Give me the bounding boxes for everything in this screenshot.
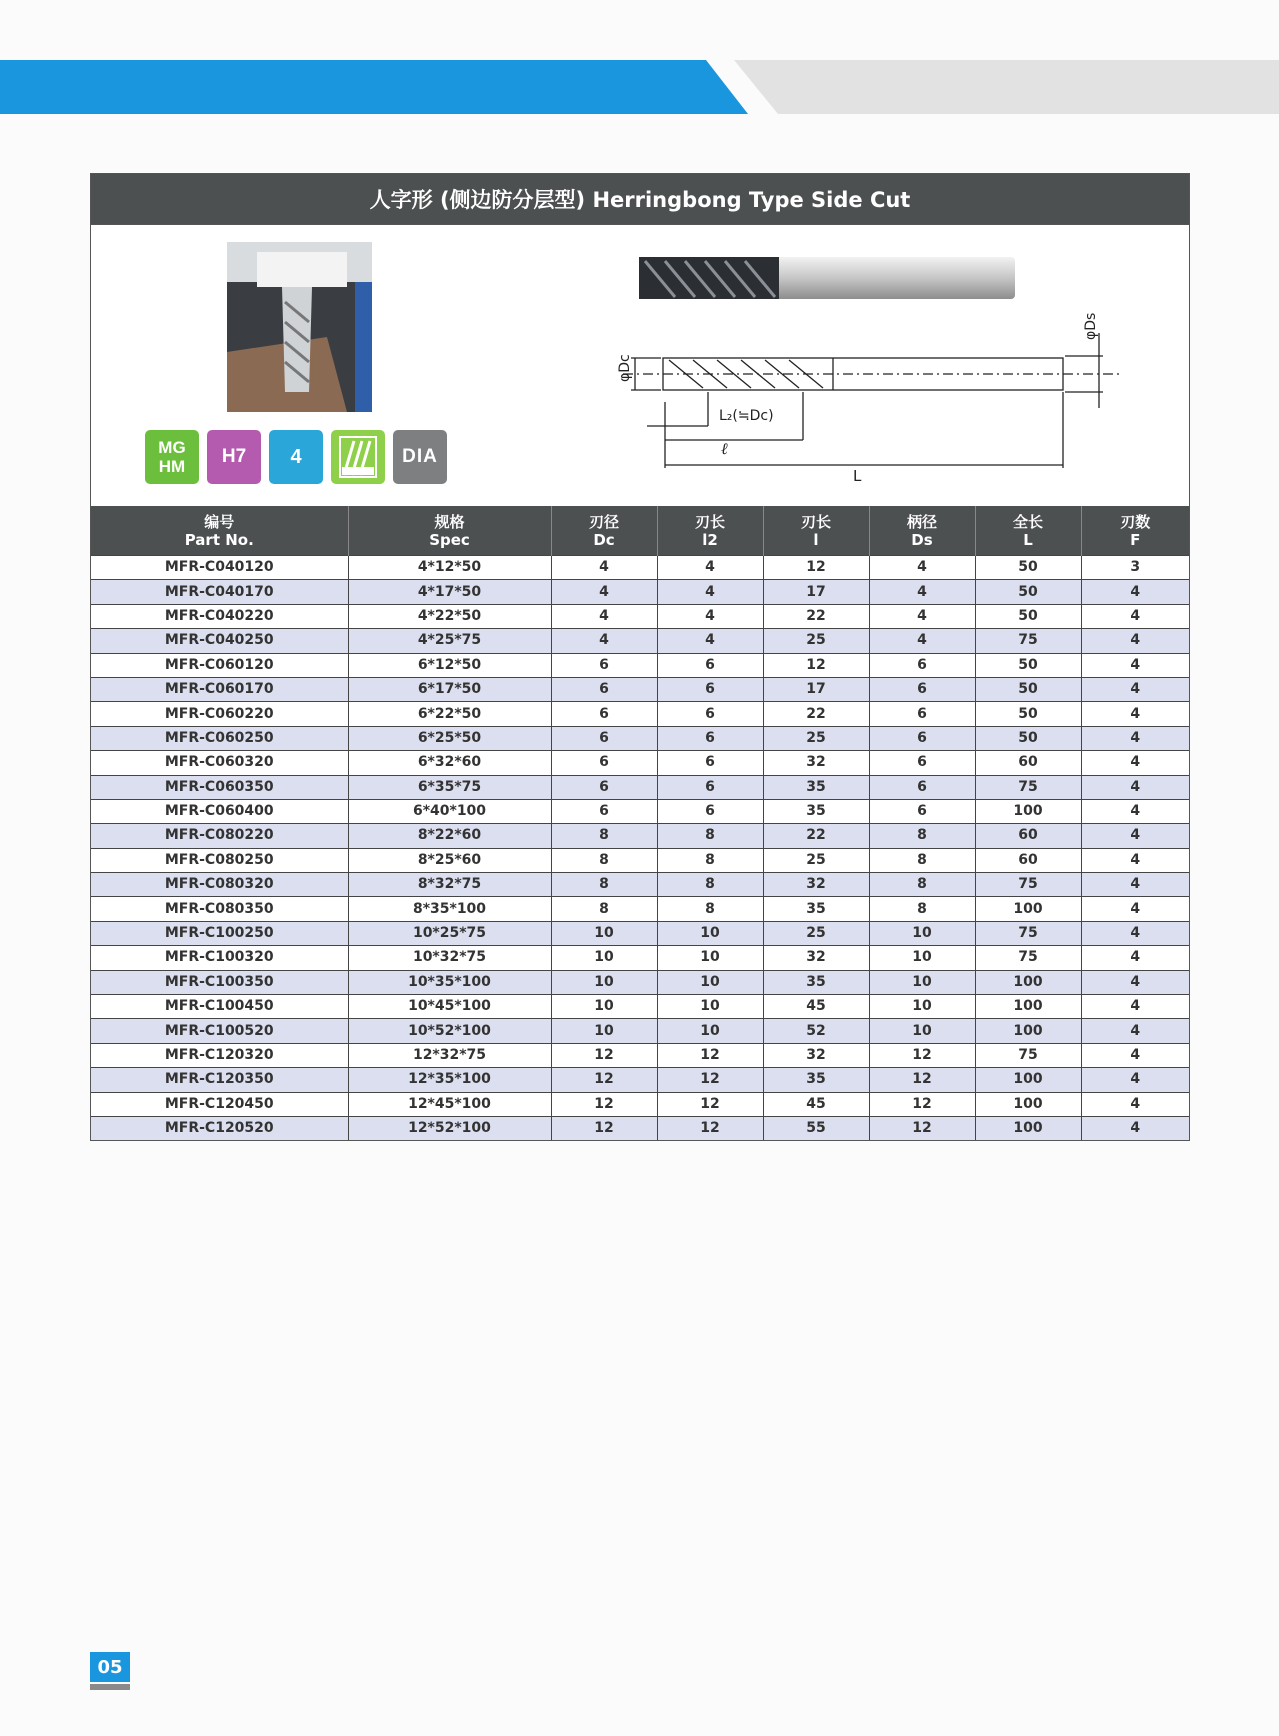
- table-cell: MFR-C060250: [91, 726, 348, 750]
- table-cell: 12: [551, 1043, 657, 1067]
- table-header-row: [91, 506, 1189, 556]
- table-cell: 50: [975, 580, 1081, 604]
- product-card: [90, 173, 1190, 1141]
- column-header-en: Part No.: [184, 530, 254, 549]
- table-cell: 25: [763, 848, 869, 872]
- dim-label-ds: φDs: [1083, 312, 1099, 340]
- table-cell: 12: [869, 1116, 975, 1140]
- table-cell: 4: [657, 629, 763, 653]
- table-cell: 8: [657, 848, 763, 872]
- table-cell: 4: [1081, 1116, 1189, 1140]
- table-cell: 100: [975, 1092, 1081, 1116]
- table-row: [91, 653, 1189, 677]
- table-cell: 4: [551, 580, 657, 604]
- table-cell: 10: [869, 921, 975, 945]
- table-cell: 50: [975, 604, 1081, 628]
- table-cell: 10: [869, 970, 975, 994]
- table-cell: 6: [869, 799, 975, 823]
- table-cell: 32: [763, 751, 869, 775]
- table-cell: MFR-C060400: [91, 799, 348, 823]
- table-cell: 4: [1081, 897, 1189, 921]
- table-cell: 75: [975, 873, 1081, 897]
- table-cell: 6: [657, 775, 763, 799]
- table-cell: 4*22*50: [348, 604, 551, 628]
- column-header: [657, 506, 763, 556]
- column-header-cn: 编号: [204, 512, 235, 531]
- column-header: [91, 506, 348, 556]
- table-row: [91, 799, 1189, 823]
- table-cell: 6: [551, 751, 657, 775]
- table-cell: 22: [763, 604, 869, 628]
- table-cell: 4: [1081, 604, 1189, 628]
- table-row: [91, 677, 1189, 701]
- table-row: [91, 946, 1189, 970]
- table-cell: 8: [551, 824, 657, 848]
- column-header-cn: 刃长: [800, 512, 831, 531]
- table-row: [91, 629, 1189, 653]
- table-cell: MFR-C100450: [91, 995, 348, 1019]
- table-cell: 75: [975, 921, 1081, 945]
- dim-label-l: ℓ: [721, 439, 728, 458]
- table-cell: 4: [1081, 629, 1189, 653]
- table-cell: 32: [763, 1043, 869, 1067]
- table-cell: 6: [657, 726, 763, 750]
- table-cell: MFR-C120520: [91, 1116, 348, 1140]
- column-header-en: Dc: [593, 530, 615, 549]
- table-cell: 8: [869, 873, 975, 897]
- table-cell: MFR-C060120: [91, 653, 348, 677]
- table-cell: 10: [551, 1019, 657, 1043]
- table-cell: 4: [1081, 1019, 1189, 1043]
- table-cell: 8: [869, 848, 975, 872]
- table-cell: 8: [551, 897, 657, 921]
- table-cell: 8*35*100: [348, 897, 551, 921]
- table-cell: 4: [1081, 702, 1189, 726]
- table-cell: 12: [869, 1043, 975, 1067]
- table-cell: 100: [975, 1068, 1081, 1092]
- table-cell: 50: [975, 702, 1081, 726]
- table-cell: 22: [763, 702, 869, 726]
- table-cell: 8: [657, 873, 763, 897]
- table-cell: 4: [657, 580, 763, 604]
- table-cell: 10*32*75: [348, 946, 551, 970]
- table-cell: MFR-C100350: [91, 970, 348, 994]
- table-cell: 4: [869, 556, 975, 580]
- table-cell: 45: [763, 995, 869, 1019]
- table-cell: 4: [657, 556, 763, 580]
- table-cell: MFR-C060220: [91, 702, 348, 726]
- table-cell: 4: [1081, 775, 1189, 799]
- table-cell: 6: [657, 751, 763, 775]
- spiral-flute-icon: [331, 430, 385, 484]
- table-row: [91, 556, 1189, 580]
- table-cell: 6*25*50: [348, 726, 551, 750]
- table-cell: 4: [1081, 995, 1189, 1019]
- table-cell: 8: [869, 897, 975, 921]
- column-header: [1081, 506, 1189, 556]
- table-body: [91, 556, 1189, 1141]
- table-row: [91, 995, 1189, 1019]
- table-cell: MFR-C060170: [91, 677, 348, 701]
- table-cell: MFR-C100520: [91, 1019, 348, 1043]
- dim-label-l2: L₂(≒Dc): [719, 408, 774, 424]
- table-cell: 17: [763, 580, 869, 604]
- column-header-en: Ds: [911, 530, 933, 549]
- table-row: [91, 775, 1189, 799]
- table-cell: 4: [1081, 580, 1189, 604]
- table-row: [91, 702, 1189, 726]
- table-cell: 4: [551, 604, 657, 628]
- table-cell: MFR-C120320: [91, 1043, 348, 1067]
- table-cell: 100: [975, 897, 1081, 921]
- table-cell: 6*17*50: [348, 677, 551, 701]
- column-header: [763, 506, 869, 556]
- column-header-en: F: [1130, 530, 1141, 549]
- dimension-drawing: [603, 308, 1143, 503]
- table-row: [91, 897, 1189, 921]
- table-cell: 12: [657, 1068, 763, 1092]
- table-cell: MFR-C080220: [91, 824, 348, 848]
- table-cell: 12: [551, 1092, 657, 1116]
- table-cell: 60: [975, 824, 1081, 848]
- table-cell: MFR-C040250: [91, 629, 348, 653]
- column-header-en: Spec: [429, 530, 470, 549]
- table-cell: 4: [1081, 1092, 1189, 1116]
- table-row: [91, 824, 1189, 848]
- table-cell: 8*32*75: [348, 873, 551, 897]
- table-cell: 6: [657, 677, 763, 701]
- table-cell: 6*12*50: [348, 653, 551, 677]
- spec-table: [91, 506, 1189, 1140]
- table-cell: 25: [763, 629, 869, 653]
- table-cell: 6: [869, 677, 975, 701]
- table-cell: 50: [975, 677, 1081, 701]
- table-cell: 32: [763, 873, 869, 897]
- table-row: [91, 1043, 1189, 1067]
- column-header-en: l2: [702, 530, 718, 549]
- table-cell: 4: [657, 604, 763, 628]
- header-band: [0, 60, 1279, 114]
- table-cell: 17: [763, 677, 869, 701]
- table-cell: 10: [551, 995, 657, 1019]
- table-cell: 4*17*50: [348, 580, 551, 604]
- table-cell: 10: [551, 946, 657, 970]
- table-cell: 4: [1081, 946, 1189, 970]
- table-cell: MFR-C100320: [91, 946, 348, 970]
- table-cell: 6: [657, 702, 763, 726]
- table-row: [91, 1019, 1189, 1043]
- table-cell: 4*25*75: [348, 629, 551, 653]
- table-cell: 45: [763, 1092, 869, 1116]
- table-cell: 4: [1081, 726, 1189, 750]
- table-row: [91, 1092, 1189, 1116]
- column-header: [975, 506, 1081, 556]
- product-images: [91, 224, 1189, 506]
- table-cell: 4: [551, 556, 657, 580]
- table-cell: 100: [975, 995, 1081, 1019]
- table-cell: 6: [869, 653, 975, 677]
- badge-flutes: [269, 430, 323, 484]
- badge-dia: DIA: [393, 430, 447, 484]
- table-cell: 10: [551, 921, 657, 945]
- dim-label-total: L: [853, 467, 862, 485]
- table-cell: 100: [975, 1019, 1081, 1043]
- column-header-cn: 刃径: [588, 512, 619, 531]
- table-row: [91, 1068, 1189, 1092]
- table-cell: 4: [1081, 1068, 1189, 1092]
- column-header-en: l: [813, 530, 819, 549]
- table-cell: MFR-C040170: [91, 580, 348, 604]
- table-cell: 35: [763, 775, 869, 799]
- dim-label-dc: φDc: [617, 354, 633, 382]
- table-cell: 6: [551, 775, 657, 799]
- table-cell: 4: [1081, 677, 1189, 701]
- table-cell: 8: [657, 824, 763, 848]
- table-cell: 10: [657, 921, 763, 945]
- table-cell: 35: [763, 1068, 869, 1092]
- table-cell: 12: [869, 1068, 975, 1092]
- table-cell: 4: [1081, 848, 1189, 872]
- table-row: [91, 848, 1189, 872]
- table-cell: 12: [869, 1092, 975, 1116]
- table-cell: 12*32*75: [348, 1043, 551, 1067]
- table-row: [91, 580, 1189, 604]
- table-cell: 60: [975, 848, 1081, 872]
- table-cell: 12: [551, 1116, 657, 1140]
- table-cell: 8: [551, 873, 657, 897]
- table-row: [91, 921, 1189, 945]
- table-cell: 10: [869, 995, 975, 1019]
- table-cell: 100: [975, 1116, 1081, 1140]
- table-cell: 10*52*100: [348, 1019, 551, 1043]
- table-cell: 12: [763, 653, 869, 677]
- table-cell: 35: [763, 970, 869, 994]
- table-row: [91, 751, 1189, 775]
- table-cell: 10: [657, 946, 763, 970]
- column-header-cn: 刃数: [1120, 512, 1151, 531]
- column-header-cn: 柄径: [906, 512, 937, 531]
- table-cell: 35: [763, 897, 869, 921]
- section-title: 人字形 (侧边防分层型) Herringbong Type Side Cut: [91, 174, 1189, 224]
- table-cell: 50: [975, 653, 1081, 677]
- end-mill-photo: [635, 247, 1019, 307]
- feature-badges: [145, 430, 447, 484]
- table-cell: 4: [1081, 921, 1189, 945]
- table-cell: 100: [975, 799, 1081, 823]
- table-row: [91, 1116, 1189, 1140]
- column-header-cn: 规格: [434, 512, 465, 531]
- table-row: [91, 726, 1189, 750]
- page-number-bar: [90, 1684, 130, 1690]
- table-cell: 6: [551, 702, 657, 726]
- table-cell: 6: [551, 799, 657, 823]
- table-cell: 10: [657, 1019, 763, 1043]
- table-cell: MFR-C080250: [91, 848, 348, 872]
- table-cell: 4: [1081, 751, 1189, 775]
- table-cell: 4: [1081, 873, 1189, 897]
- table-cell: 75: [975, 775, 1081, 799]
- table-cell: MFR-C080350: [91, 897, 348, 921]
- table-cell: 100: [975, 970, 1081, 994]
- table-cell: MFR-C080320: [91, 873, 348, 897]
- table-cell: 12*45*100: [348, 1092, 551, 1116]
- table-cell: 6: [657, 799, 763, 823]
- table-cell: 12: [551, 1068, 657, 1092]
- badge-mg-hm: MG HM: [145, 430, 199, 484]
- table-cell: 10: [551, 970, 657, 994]
- table-cell: 8*25*60: [348, 848, 551, 872]
- table-cell: 35: [763, 799, 869, 823]
- table-cell: 6: [869, 751, 975, 775]
- table-cell: 10: [869, 946, 975, 970]
- table-row: [91, 970, 1189, 994]
- column-header-cn: 全长: [1012, 512, 1043, 531]
- table-row: [91, 604, 1189, 628]
- table-cell: 75: [975, 1043, 1081, 1067]
- table-cell: MFR-C120350: [91, 1068, 348, 1092]
- table-cell: 60: [975, 751, 1081, 775]
- table-cell: 25: [763, 921, 869, 945]
- table-cell: 8: [869, 824, 975, 848]
- table-cell: 50: [975, 556, 1081, 580]
- column-header: [551, 506, 657, 556]
- table-cell: MFR-C100250: [91, 921, 348, 945]
- table-cell: 4: [869, 629, 975, 653]
- table-cell: 4: [1081, 653, 1189, 677]
- table-cell: 12: [657, 1092, 763, 1116]
- table-cell: 6: [551, 677, 657, 701]
- table-cell: 10*35*100: [348, 970, 551, 994]
- table-cell: 8: [551, 848, 657, 872]
- table-cell: 32: [763, 946, 869, 970]
- table-cell: 22: [763, 824, 869, 848]
- badge-h7: H7: [207, 430, 261, 484]
- table-cell: 55: [763, 1116, 869, 1140]
- column-header-en: L: [1023, 530, 1033, 549]
- table-cell: 50: [975, 726, 1081, 750]
- table-cell: 12*35*100: [348, 1068, 551, 1092]
- table-cell: 3: [1081, 556, 1189, 580]
- table-cell: MFR-C060350: [91, 775, 348, 799]
- table-cell: MFR-C040120: [91, 556, 348, 580]
- table-cell: 52: [763, 1019, 869, 1043]
- table-cell: 6*40*100: [348, 799, 551, 823]
- table-cell: 6: [869, 702, 975, 726]
- table-cell: 6: [869, 726, 975, 750]
- table-cell: 4*12*50: [348, 556, 551, 580]
- table-cell: 4: [869, 604, 975, 628]
- table-cell: 6*22*50: [348, 702, 551, 726]
- table-cell: 10: [657, 995, 763, 1019]
- table-cell: 10: [657, 970, 763, 994]
- column-header: [869, 506, 975, 556]
- table-cell: 12: [657, 1116, 763, 1140]
- table-cell: 8: [657, 897, 763, 921]
- table-cell: 6: [551, 653, 657, 677]
- table-cell: 6: [657, 653, 763, 677]
- table-cell: 4: [1081, 1043, 1189, 1067]
- table-cell: 10*25*75: [348, 921, 551, 945]
- table-cell: 6*35*75: [348, 775, 551, 799]
- machining-photo: [227, 242, 372, 412]
- column-header-cn: 刃长: [694, 512, 725, 531]
- table-cell: 4: [1081, 824, 1189, 848]
- table-cell: 12: [763, 556, 869, 580]
- table-cell: 75: [975, 946, 1081, 970]
- column-header: [348, 506, 551, 556]
- table-cell: 4: [551, 629, 657, 653]
- table-row: [91, 873, 1189, 897]
- table-cell: 10*45*100: [348, 995, 551, 1019]
- table-cell: 25: [763, 726, 869, 750]
- table-cell: 10: [869, 1019, 975, 1043]
- header-band-gray: [734, 60, 1279, 114]
- page-number: 05: [90, 1652, 130, 1682]
- table-cell: 75: [975, 629, 1081, 653]
- table-cell: 12: [657, 1043, 763, 1067]
- table-cell: 8*22*60: [348, 824, 551, 848]
- table-cell: MFR-C040220: [91, 604, 348, 628]
- table-cell: 4: [869, 580, 975, 604]
- table-cell: 6*32*60: [348, 751, 551, 775]
- table-cell: MFR-C120450: [91, 1092, 348, 1116]
- table-cell: 6: [869, 775, 975, 799]
- table-cell: 4: [1081, 799, 1189, 823]
- badge-flutes-label: 4: [290, 445, 302, 468]
- table-cell: 6: [551, 726, 657, 750]
- header-band-blue: [0, 60, 748, 114]
- table-cell: 4: [1081, 970, 1189, 994]
- table-cell: 12*52*100: [348, 1116, 551, 1140]
- table-cell: MFR-C060320: [91, 751, 348, 775]
